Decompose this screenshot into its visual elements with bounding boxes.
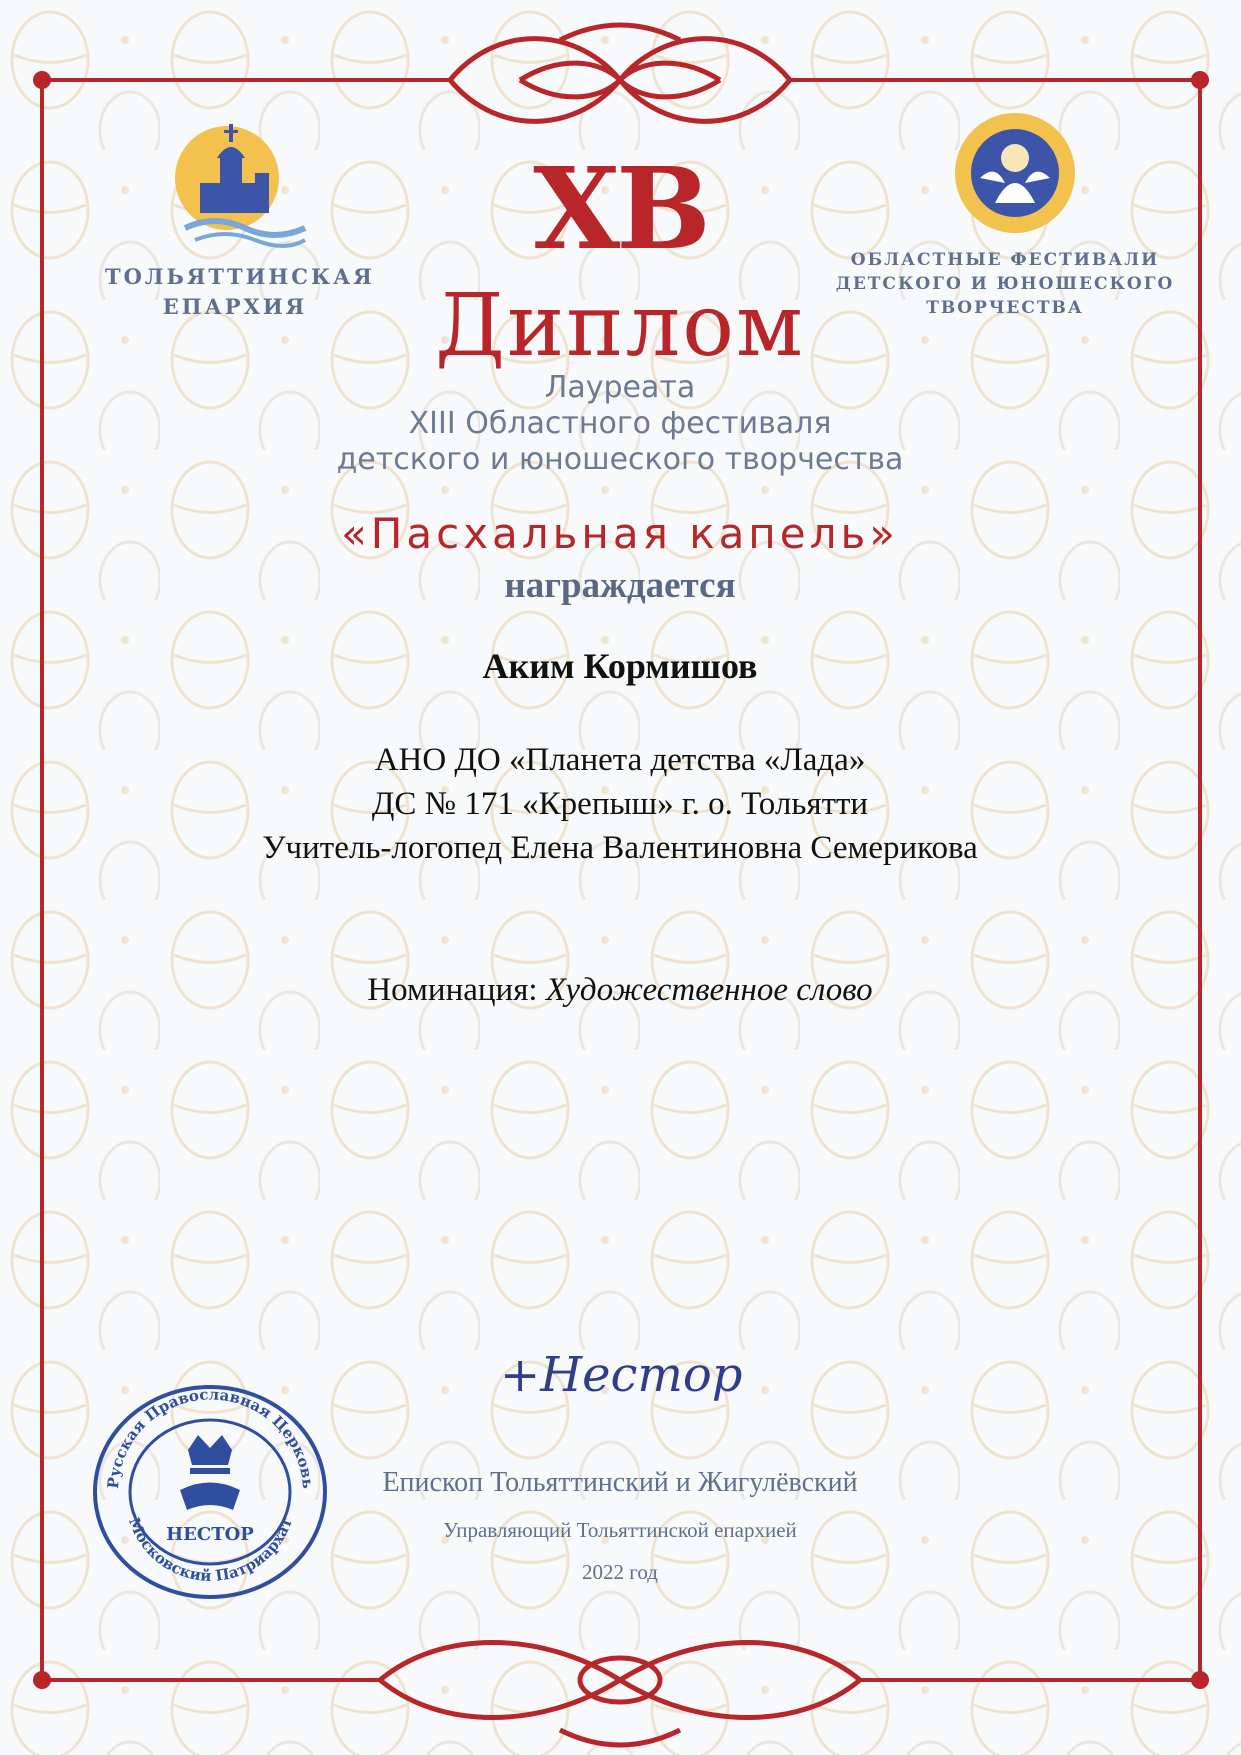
bottom-ornament xyxy=(380,1643,860,1746)
bishop-position: Управляющий Тольяттинской епархией xyxy=(443,1518,797,1542)
nomination-label: Номинация: xyxy=(367,972,546,1008)
nomination-value: Художественное слово xyxy=(545,972,873,1008)
bishop-title: Епископ Тольяттинский и Жигулёвский xyxy=(382,1467,858,1498)
recipient-name: Аким Кормишов xyxy=(482,646,758,686)
subtitle-line3: детского и юношеского творчества xyxy=(336,442,904,477)
awarded-label: награждается xyxy=(504,565,736,606)
festivals-name-line2: ДЕТСКОГО И ЮНОШЕСКОГО xyxy=(835,274,1175,294)
eparchy-name xyxy=(105,262,375,322)
svg-text:НЕСТОР: НЕСТОР xyxy=(166,1524,254,1545)
svg-text:Московский Патриархат: Московский Патриархат xyxy=(124,1514,296,1585)
top-ornament xyxy=(450,25,790,121)
cathedral-sun-icon xyxy=(165,118,315,258)
church-seal-icon xyxy=(88,1380,333,1605)
eparchy-name-line2: ЕПАРХИЯ xyxy=(162,294,308,319)
diploma-title: Диплом xyxy=(435,276,805,376)
recipient-organization xyxy=(150,738,1090,870)
nomination xyxy=(150,968,1090,1012)
handwritten-signature: +Нестор xyxy=(500,1347,743,1403)
festival-name: «Пасхальная капель» xyxy=(341,509,899,558)
festivals-name-line1: ОБЛАСТНЫЕ ФЕСТИВАЛИ xyxy=(850,250,1160,270)
monogram-xb: ХВ xyxy=(533,144,707,275)
subtitle-line1: Лауреата xyxy=(544,370,696,405)
diploma-year: 2022 год xyxy=(582,1560,658,1584)
diploma-subtitle xyxy=(200,370,1040,478)
org-line1: АНО ДО «Планета детства «Лада» xyxy=(374,742,866,778)
org-line3: Учитель-логопед Елена Валентиновна Семерикова xyxy=(262,830,978,866)
angel-medal-icon xyxy=(950,108,1080,238)
org-line2: ДС № 171 «Крепыш» г. о. Тольятти xyxy=(371,786,869,822)
eparchy-name-line1: ТОЛЬЯТТИНСКАЯ xyxy=(105,264,375,289)
subtitle-line2: XIII Областного фестиваля xyxy=(408,406,832,441)
svg-text:Русская Православная Церковь: Русская Православная Церковь xyxy=(103,1385,318,1490)
festivals-name-line3: ТВОРЧЕСТВА xyxy=(926,298,1084,318)
